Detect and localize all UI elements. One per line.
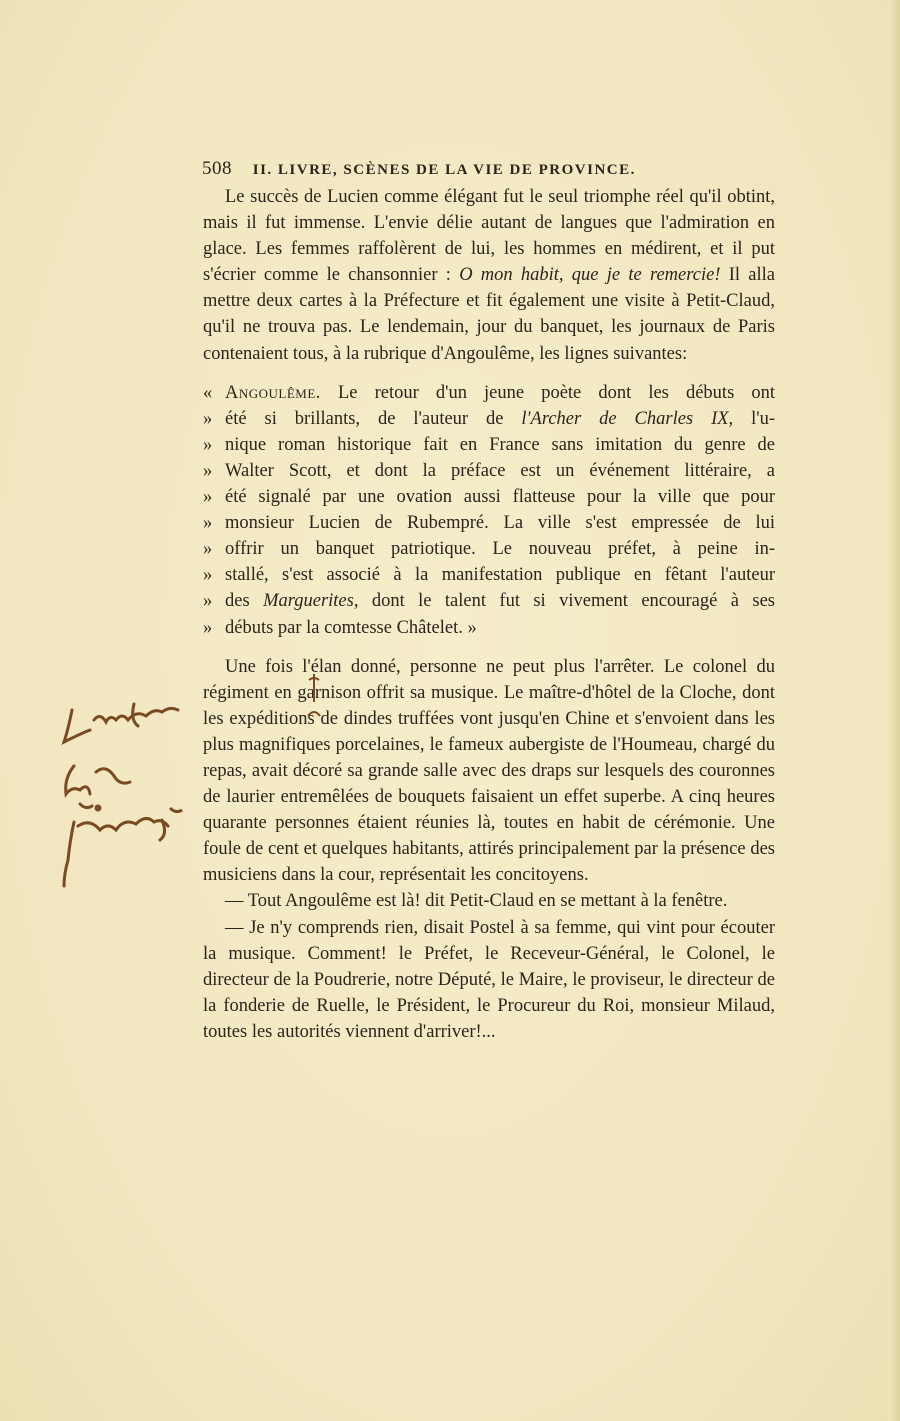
dateline: Angoulême.	[225, 382, 321, 403]
quote-line	[203, 406, 775, 432]
page-header	[202, 158, 762, 180]
quote-text: Walter Scott, et dont la préface est un événement littéraire, a	[225, 460, 775, 481]
quote-mark: »	[203, 408, 213, 429]
quote-text: stallé, s'est associé à la manifestation publique en fêtant l'auteur	[225, 565, 775, 586]
quote-line	[203, 432, 775, 458]
page-edge-shadow	[888, 0, 900, 1421]
song-quote: O mon habit, que je te remercie!	[459, 265, 721, 286]
paragraph-3: — Tout Angoulême est là! dit Petit-Claud en se mettant à la fenêtre.	[225, 891, 728, 912]
quote-line	[203, 484, 775, 510]
quote-line	[203, 536, 775, 562]
paragraph-4: — Je n'y comprends rien, disait Postel à sa femme, qui vint pour écouter la musique. Comment! le Préfet, le Receveur-Général, le Colonel, le directeur de la Poudrerie, notre Député, le Maire, le proviseur, le directeur de la fonderie de Ruelle, le Président, le Procureur du Roi, monsieur Milaud, toutes les autorités viennent d'arriver!...	[203, 917, 775, 1042]
book-title-marguerites: Marguerites	[263, 591, 354, 612]
quote-line	[203, 510, 775, 536]
paragraph-1	[203, 184, 775, 367]
quote-text: nique roman historique fait en France sans imitation du genre de	[225, 434, 775, 455]
quote-text: débuts par la comtesse Châtelet. »	[225, 617, 477, 638]
body-text	[203, 184, 775, 1045]
quote-line	[203, 380, 775, 406]
quote-text: monsieur Lucien de Rubempré. La ville s'est empressée de lui	[225, 513, 775, 534]
quote-line	[203, 562, 775, 588]
quote-mark: »	[203, 487, 213, 508]
running-title: II. LIVRE, SCÈNES DE LA VIE DE PROVINCE.	[252, 162, 636, 178]
quote-text: été si brillants, de l'auteur de	[225, 408, 522, 429]
paragraph-2: Une fois l'élan donné, personne ne peut plus l'arrêter. Le colonel du régiment en garnison offrit sa musique. Le maître-d'hôtel de la Cloche, dont les expéditions de dindes truffées vont jusqu'en Chine et s'envoient dans les plus magnifiques porcelaines, le fameux aubergiste de l'Houmeau, chargé du repas, avait décoré sa grande salle avec des draps sur lesquels des couronnes de laurier entremêlées de bouquets faisaient un effet superbe. A cinq heures quarante personnes étaient réunies là, toutes en habit de cérémonie. Une foule de cent et quelques habitants, attirés principalement par la présence des musiciens dans la cour, représentait les concitoyens.	[203, 656, 775, 886]
manuscript-insert-mark-icon	[306, 672, 322, 724]
quote-mark: »	[203, 617, 213, 638]
quote-text: Le retour d'un jeune poète dont les débuts ont	[320, 382, 775, 403]
quote-mark: »	[203, 591, 213, 612]
quote-line	[203, 615, 775, 641]
quote-text: des	[225, 591, 264, 612]
quote-mark: »	[203, 539, 213, 560]
quote-mark: »	[203, 513, 213, 534]
quote-text: offrir un banquet patriotique. Le nouveau préfet, à peine in-	[225, 539, 775, 560]
quote-mark: »	[203, 565, 213, 586]
paragraph-1-part-a: Le succès de Lucien comme élégant fut le seul triomphe réel qu'il obtint, mais il fut immense. L'envie délie autant de langues que l'admiration en glace. Les femmes raffolèrent de lui, les hommes en médirent, et il put s'écrier comme le chansonnier :	[203, 187, 775, 286]
page-number: 508	[202, 158, 232, 179]
quote-line	[203, 588, 775, 614]
quote-mark: «	[203, 382, 213, 403]
book-title: l'Archer de Charles IX	[521, 408, 729, 429]
handwritten-margin-note-icon	[50, 690, 200, 900]
quote-text: été signalé par une ovation aussi flatteuse pour la ville que pour	[225, 487, 775, 508]
quote-mark: »	[203, 434, 213, 455]
quote-line	[203, 458, 775, 484]
quote-mark: »	[203, 460, 213, 481]
newspaper-quote	[203, 380, 775, 641]
paragraph-1-part-b: Il alla mettre deux cartes à la Préfecture et fit également une visite à Petit-Claud, qu'il ne trouva pas. Le lendemain, jour du banquet, les journaux de Paris contenaient tous, à la rubrique d'Angoulême, les lignes suivantes:	[203, 265, 775, 364]
quote-text: , dont le talent fut si vivement encouragé à ses	[353, 591, 775, 612]
quote-text: , l'u-	[728, 408, 775, 429]
